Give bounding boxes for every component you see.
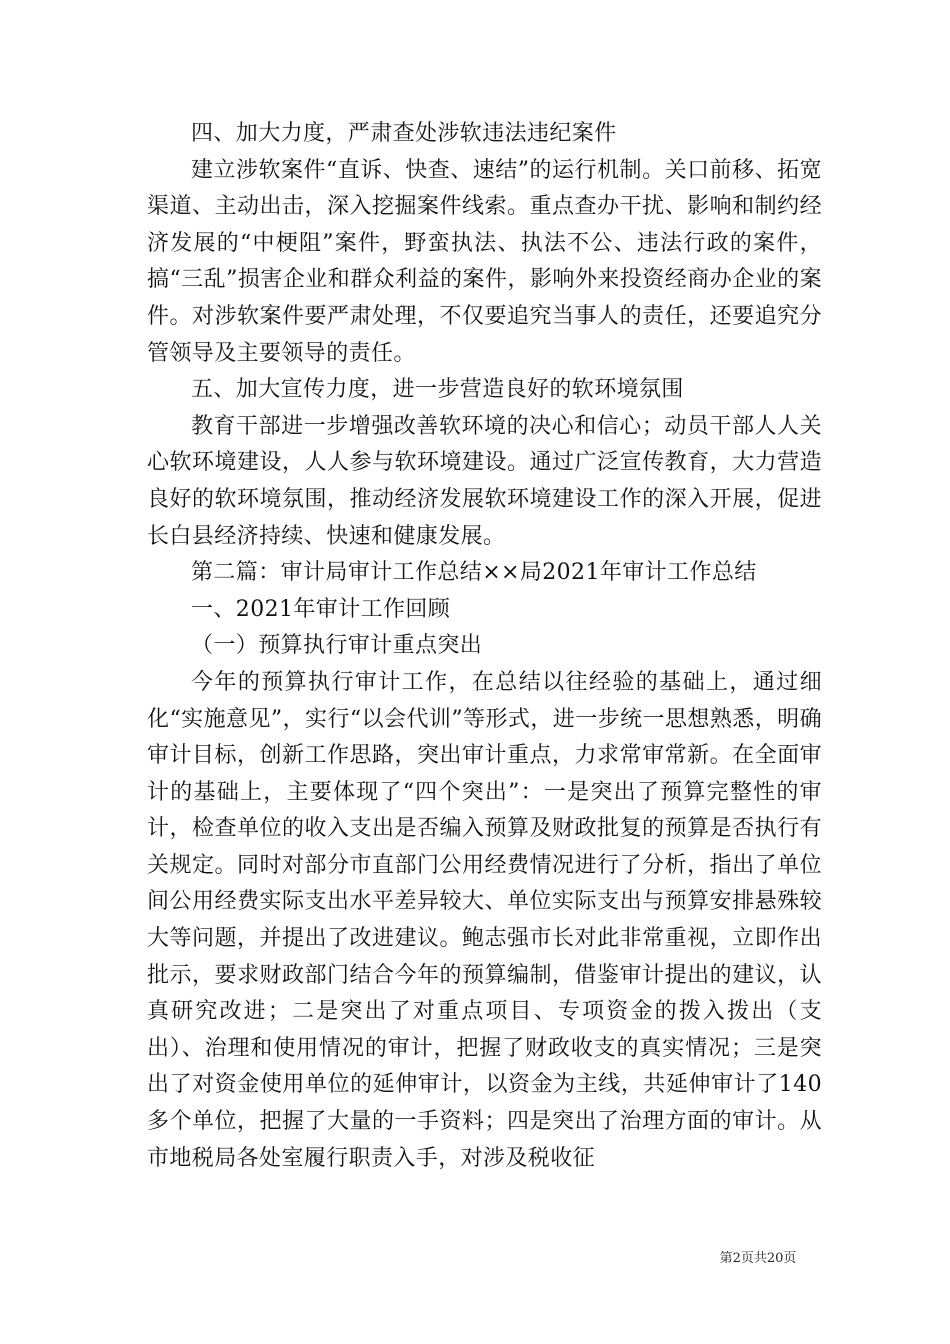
page-footer (0, 1247, 950, 1266)
section-heading-5: 五、加大宣传力度，进一步营造良好的软环境氛围 (191, 377, 684, 403)
section-heading-4: 四、加大力度，严肃查处涉软违法违纪案件 (191, 121, 617, 146)
section-heading-review: 一、2021年审计工作回顾 (191, 596, 451, 622)
subsection-heading-budget: （一）预算执行审计重点突出 (191, 633, 483, 659)
body-paragraph: 今年的预算执行审计工作，在总结以往经验的基础上，通过细化“实施意见”，实行“以会代训”等形式，进一步统一思想熟悉，明确审计目标，创新工作思路，突出审计重点，力求常审常新。在全面审计的基础上，主要体现了“四个突出”：一是突出了预算完整性的审计，检查单位的收入支出是否编入预算及财政批复的预算是否执行有关规定。同时对部分市直部门公用经费情况进行了分析，指出了单位间公用经费实际支出水平差异较大、单位实际支出与预算安排悬殊较大等问题，并提出了改进建议。鲍志强市长对此非常重视，立即作出批示，要求财政部门结合今年的预算编制，借鉴审计提出的建议，认真研究改进；二是突出了对重点项目、专项资金的拨入拨出（支出）、治理和使用情况的审计，把握了财政收支的真实情况；三是突出了对资金使用单位的延伸审计，以资金为主线，共延伸审计了140多个单位，把握了大量的一手资料；四是突出了治理方面的审计。从市地税局各处室履行职责入手，对涉及税收征 (147, 669, 822, 1171)
page-number: 第2页共20页 (719, 1251, 797, 1266)
body-paragraph: 教育干部进一步增强改善软环境的决心和信心；动员干部人人关心软环境建设，人人参与软环境建设。通过广泛宣传教育，大力营造良好的软环境氛围，推动经济发展软环境建设工作的深入开展，促进长白县经济持续、快速和健康发展。 (147, 413, 822, 549)
body-paragraph: 建立涉软案件“直诉、快查、速结”的运行机制。关口前移、拓宽渠道、主动出击，深入挖掘案件线索。重点查办干扰、影响和制约经济发展的“中梗阻”案件，野蛮执法、执法不公、违法行政的案件，搞“三乱”损害企业和群众利益的案件，影响外来投资经商办企业的案件。对涉软案件要严肃处理，不仅要追究当事人的责任，还要追究分管领导及主要领导的责任。 (147, 157, 822, 366)
part-two-title: 第二篇：审计局审计工作总结××局2021年审计工作总结 (191, 560, 757, 586)
document-body (147, 116, 822, 1177)
